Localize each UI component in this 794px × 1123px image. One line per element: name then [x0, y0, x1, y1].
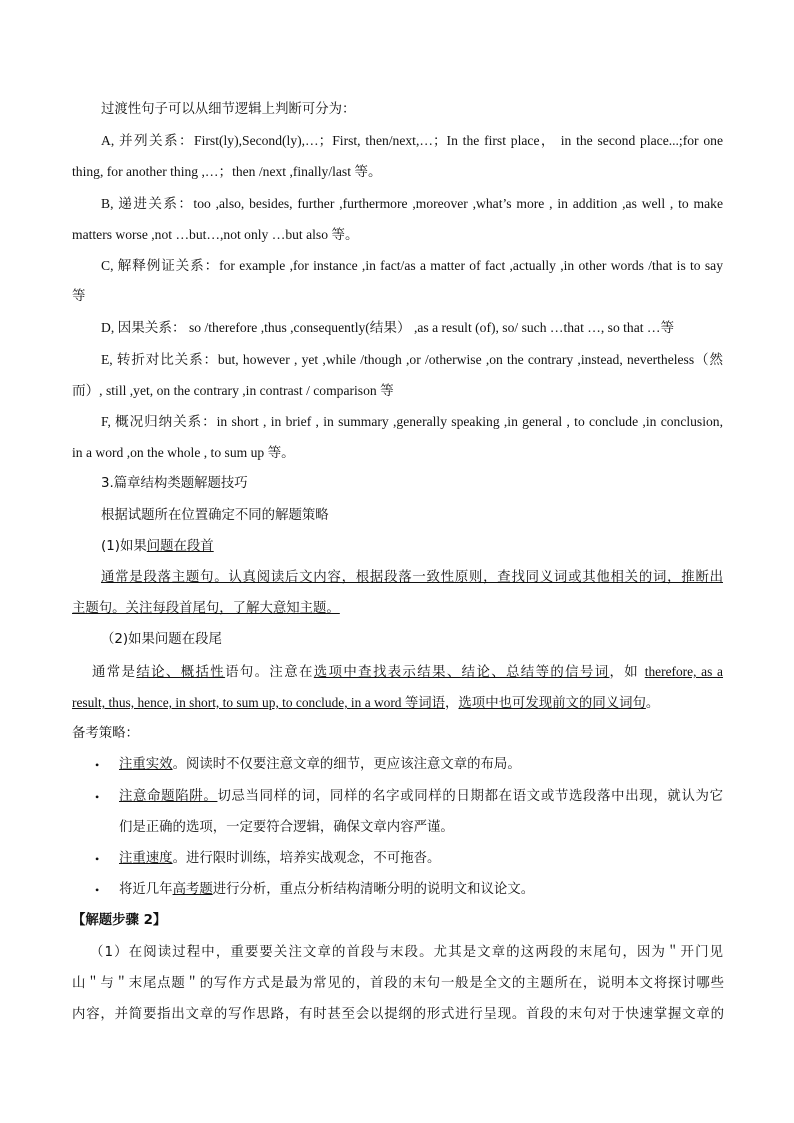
step-2-para-line1: （1）在阅读过程中，重要要关注文章的首段与末段。尤其是文章的这两段的末尾句，因为＂开门见 [90, 945, 723, 960]
prep-strategy-heading: 备考策略： [72, 726, 139, 741]
case1-text-line1: 通常是段落主题句。认真阅读后文内容，根据段落一致性原则，查找同义词或其他相关的词，推断出 [101, 570, 723, 585]
bullet-item-3: 注重速度。进行限时训练，培养实战观念，不可拖沓。 [119, 851, 441, 866]
para-a-line2: thing, for another thing ,…；then /next ,finally/last 等。 [72, 164, 382, 179]
para-f-line1: F, 概况归纳关系：in short , in brief , in summary ,generally speaking ,in general , to conclude ,in conclusion, [101, 414, 723, 429]
case1-text-line2: 主题句。关注每段首尾句，了解大意知主题。 [72, 601, 340, 616]
bullet-item-2-line2: 们是正确的选项，一定要符合逻辑，确保文章内容严谨。 [119, 820, 454, 835]
bullet-item-4: 将近几年高考题进行分析，重点分析结构清晰分明的说明文和议论文。 [119, 882, 535, 897]
para-c-line1: C, 解释例证关系：for example ,for instance ,in fact/as a matter of fact ,actually ,in other words /that is to say [101, 258, 723, 273]
bullet-icon: • [95, 852, 100, 866]
para-c-line2: 等 [72, 289, 86, 304]
strategy-line: 根据试题所在位置确定不同的解题策略 [101, 508, 329, 523]
case2-heading: （2)如果问题在段尾 [101, 632, 222, 647]
para-d-line: D, 因果关系： so /therefore ,thus ,consequently(结果） ,as a result (of), so/ such …that …, so that …等 [101, 320, 675, 335]
bullet-item-2-line1: 注意命题陷阱。切忌当同样的词，同样的名字或同样的日期都在语文或节选段落中出现，就认为它 [119, 789, 723, 804]
case2-text-line1: 通常是结论、概括性语句。注意在选项中查找表示结果、结论、总结等的信号词，如 therefore, as a [92, 664, 724, 680]
para-f-line2: in a word ,on the whole , to sum up 等。 [72, 445, 295, 460]
bullet-icon: • [95, 758, 100, 772]
para-e-line2: 而）, still ,yet, on the contrary ,in contrast / comparison 等 [72, 383, 394, 398]
para-e-line1: E, 转折对比关系：but, however , yet ,while /though ,or /otherwise ,on the contrary ,instead, nevertheless（然 [101, 352, 723, 367]
case1-heading: (1)如果问题在段首 [101, 539, 214, 554]
step-2-para-line2: 山＂与＂末尾点题＂的写作方式是最为常见的，首段的末句一般是全文的主题所在，说明本文将探讨哪些 [72, 976, 724, 991]
bullet-icon: • [95, 790, 100, 804]
section-heading: 3.篇章结构类题解题技巧 [101, 476, 248, 491]
bullet-icon: • [95, 883, 100, 897]
case2-text-line2: result, thus, hence, in short, to sum up, to conclude, in a word 等词语，选项中也可发现前文的同义词句。 [72, 695, 660, 711]
para-b-line1: B, 递进关系：too ,also, besides, further ,furthermore ,moreover ,what’s more , in addition ,as well , to make [101, 196, 723, 211]
para-a-line1: A, 并列关系：First(ly),Second(ly),…；First, then/next,…；In the first place， in the second place...;for one [101, 133, 723, 148]
para-b-line2: matters worse ,not …but…,not only …but also 等。 [72, 227, 359, 242]
intro-line: 过渡性句子可以从细节逻辑上判断可分为： [101, 102, 356, 117]
step-2-para-line3: 内容，并简要指出文章的写作思路，有时甚至会以提纲的形式进行呈现。首段的末句对于快速掌握文章的 [72, 1007, 724, 1022]
bullet-item-1: 注重实效。阅读时不仅要注意文章的细节，更应该注意文章的布局。 [119, 757, 521, 772]
step-2-heading: 【解题步骤 2】 [72, 913, 167, 928]
